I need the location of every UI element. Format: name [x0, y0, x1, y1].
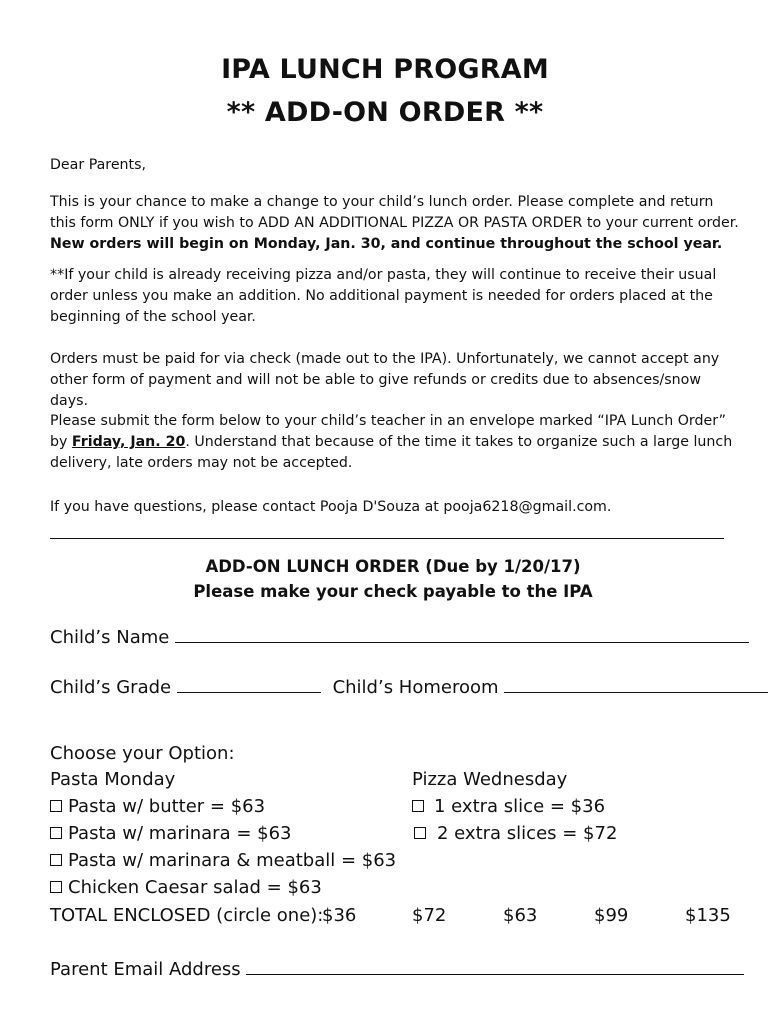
- pizza-option-label: 1 extra slice = $36: [434, 796, 606, 817]
- pasta-option[interactable]: [50, 796, 265, 818]
- child-name-blank[interactable]: [175, 627, 749, 643]
- form-heading: ADD-ON LUNCH ORDER (Due by 1/20/17): [205, 557, 581, 576]
- checkbox-icon[interactable]: [412, 800, 424, 812]
- pasta-option-label: Pasta w/ marinara = $63: [68, 823, 292, 844]
- total-amount-option[interactable]: $72: [412, 905, 447, 926]
- choose-option-label: Choose your Option:: [50, 743, 235, 764]
- submission-text-b: . Understand that because of the time it takes to organize such a large lunch delivery, late orders may not be accepted.: [50, 434, 733, 471]
- page-title: IPA LUNCH PROGRAM: [221, 54, 549, 85]
- child-name-label: Child’s Name: [50, 627, 170, 648]
- child-grade-label: Child’s Grade: [50, 677, 172, 698]
- child-grade-row: [50, 677, 768, 699]
- submission-deadline: Friday, Jan. 20: [71, 434, 186, 450]
- pizza-option[interactable]: [412, 796, 605, 818]
- payment-paragraph: Orders must be paid for via check (made out to the IPA). Unfortunately, we cannot accept any other form of payment and will not be able to give refunds or credits due to absences/snow days.: [50, 351, 720, 409]
- pizza-option[interactable]: [412, 823, 617, 845]
- checkbox-icon[interactable]: [50, 881, 62, 893]
- child-homeroom-blank[interactable]: [504, 677, 768, 693]
- child-grade-blank[interactable]: [177, 677, 321, 693]
- checkbox-icon[interactable]: [414, 827, 426, 839]
- page-subtitle: ** ADD-ON ORDER **: [226, 97, 544, 128]
- child-homeroom-label: Child’s Homeroom: [332, 677, 499, 698]
- pasta-option-label: Chicken Caesar salad = $63: [68, 877, 322, 898]
- pasta-option[interactable]: [50, 877, 322, 899]
- existing-order-paragraph: **If your child is already receiving pizza and/or pasta, they will continue to receive their usual order unless you make an addition. No additional payment is needed for orders placed at the beginning of the school year.: [50, 267, 717, 325]
- total-amount-option[interactable]: $99: [594, 905, 629, 926]
- total-amount-option[interactable]: $36: [322, 905, 357, 926]
- child-name-row: [50, 627, 749, 649]
- total-amount-option[interactable]: $135: [685, 905, 731, 926]
- parent-email-row: [50, 959, 744, 981]
- total-amount-option[interactable]: $63: [503, 905, 538, 926]
- submission-text-a: Please submit the form below to your child’s teacher in an envelope marked “IPA Lunch Order” by: [50, 413, 726, 450]
- intro-start-date: New orders will begin on Monday, Jan. 30, and continue throughout the school year.: [50, 236, 723, 252]
- intro-paragraph: [50, 192, 740, 255]
- pasta-option-label: Pasta w/ marinara & meatball = $63: [68, 850, 397, 871]
- checkbox-icon[interactable]: [50, 827, 62, 839]
- pasta-option-label: Pasta w/ butter = $63: [68, 796, 266, 817]
- intro-text: This is your chance to make a change to your child’s lunch order. Please complete and return this form ONLY if you wish to ADD AN ADDITIONAL PIZZA OR PASTA ORDER to your current order.: [50, 194, 739, 231]
- pizza-wednesday-heading: Pizza Wednesday: [412, 769, 568, 790]
- form-subheading: Please make your check payable to the IPA: [193, 582, 593, 601]
- pasta-option[interactable]: [50, 850, 396, 872]
- pasta-monday-heading: Pasta Monday: [50, 769, 176, 790]
- pizza-option-label: 2 extra slices = $72: [437, 823, 618, 844]
- contact-paragraph: If you have questions, please contact Pooja D'Souza at pooja6218@gmail.com.: [50, 499, 612, 515]
- checkbox-icon[interactable]: [50, 800, 62, 812]
- total-enclosed-label: TOTAL ENCLOSED (circle one):: [50, 905, 324, 926]
- checkbox-icon[interactable]: [50, 854, 62, 866]
- pasta-option[interactable]: [50, 823, 292, 845]
- greeting: Dear Parents,: [50, 157, 147, 173]
- parent-email-label: Parent Email Address: [50, 959, 241, 980]
- parent-email-blank[interactable]: [246, 959, 744, 975]
- submission-paragraph: [50, 411, 740, 474]
- cut-line-divider: [50, 538, 724, 539]
